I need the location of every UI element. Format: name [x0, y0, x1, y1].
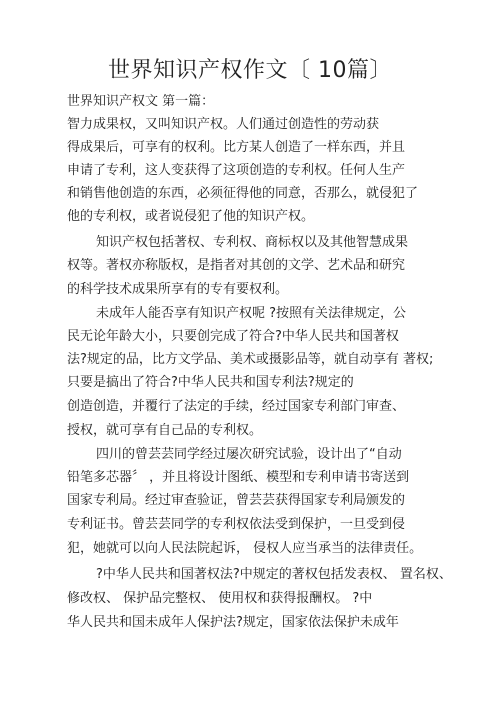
- text-line: ?中华人民共和国著权法?中规定的著权包括发表权、 置名权、: [96, 567, 452, 582]
- text-line: 犯，她就可以向人民法院起诉， 侵权人应当承当的法律责任。: [67, 541, 423, 556]
- text-line: 未成年人能否享有知识产权呢 ?按照有关法律规定，公: [96, 306, 407, 321]
- document-title: 世界知识产权作文〔 10篇〕: [108, 58, 392, 83]
- text-line: 世界知识产权文 第一篇：: [67, 94, 215, 109]
- text-line: 铅笔多芯器〞 ，并且将设计图纸、模型和专利申请书寄送到: [67, 470, 410, 485]
- text-line: 四川的曾芸芸同学经过屡次研究试验，设计出了“自动: [96, 447, 402, 462]
- text-line: 民无论年龄大小，只要创完成了符合?中华人民共和国著权: [67, 329, 399, 344]
- text-line: 修改权、 保护品完整权、 使用权和获得报酬权。 ?中: [67, 591, 373, 606]
- text-line: 知识产权包括著权、专利权、商标权以及其他智慧成果: [96, 235, 409, 250]
- text-line: 智力成果权，又叫知识产权。人们通过创造性的劳动获: [67, 117, 380, 132]
- text-line: 法?规定的品，比方文学品、美术或摄影品等，就自动享有 著权;: [67, 352, 434, 367]
- text-line: 和销售他创造的东西，必须征得他的同意，否那么，就侵犯了: [67, 186, 419, 201]
- text-line: 权等。著权亦称版权，是指者对其创的文学、艺术品和研究: [67, 258, 406, 273]
- text-line: 只要是搞出了符合?中华人民共和国专利法?规定的: [67, 375, 354, 390]
- text-line: 创造创造，并覆行了法定的手续，经过国家专利部门审查、: [67, 399, 406, 414]
- text-line: 得成果后，可享有的权利。比方某人创造了一样东西，并且: [67, 140, 406, 155]
- text-line: 申请了专利，这人变获得了这项创造的专利权。任何人生产: [67, 163, 406, 178]
- text-line: 的科学技术成果所享有的专有要权利。: [67, 282, 289, 297]
- text-line: 授权，就可享有自己品的专利权。: [67, 423, 263, 438]
- text-line: 他的专利权，或者说侵犯了他的知识产权。: [67, 209, 315, 224]
- text-line: 国家专利局。经过审查验证，曾芸芸获得国家专利局颁发的: [67, 493, 406, 508]
- text-line: 专利证书。曾芸芸同学的专利权依法受到保护，一旦受到侵: [67, 517, 406, 532]
- text-line: 华人民共和国未成年人保护法?规定，国家依法保护未成年: [67, 615, 399, 630]
